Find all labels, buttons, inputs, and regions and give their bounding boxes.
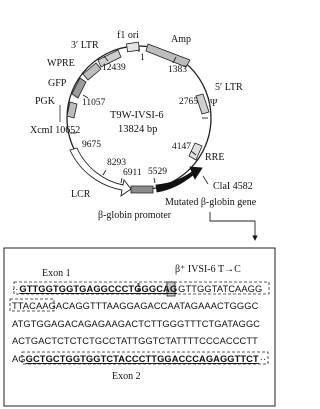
psi-label: Ψ — [210, 98, 218, 109]
plasmid-size: 13824 bp — [118, 124, 158, 135]
seq-line-1 — [12, 284, 262, 294]
xcmi-site-label: XcmI 10652 — [30, 125, 81, 136]
pos-9675: 9675 — [82, 140, 101, 150]
lcr-label: LCR — [71, 189, 91, 200]
beta-globin-promoter-label: β-globin promoter — [98, 210, 172, 221]
f1-ori-box — [127, 42, 140, 52]
seq-l1-a: GTTGG — [178, 284, 212, 294]
gfp-label: GFP — [48, 78, 67, 89]
pgk-label: PGK — [35, 96, 56, 107]
seq-line-3: ATGTGGAGACAGAGAAGACTCTTGGGTTTCTGATAGGC — [12, 319, 261, 329]
beta-globin-promoter-box — [131, 186, 153, 193]
pos-5529: 5529 — [148, 167, 167, 177]
sequence-panel — [4, 248, 275, 406]
wpre-label: WPRE — [47, 58, 75, 69]
amp-arrow — [146, 44, 190, 67]
ltr5-label: 5′ LTR — [215, 82, 243, 93]
clai-site-label: ClaI 4582 — [213, 181, 253, 192]
seq-l5-a: AG — [12, 354, 26, 364]
exon2-label: Exon 2 — [112, 371, 141, 382]
pos-12439: 12439 — [102, 63, 126, 73]
seq-line-2 — [12, 301, 259, 311]
pos-2765: 2765 — [179, 97, 198, 107]
mutated-gene-label: Mutated β-globin gene — [165, 197, 257, 208]
exon1-label: Exon 1 — [42, 268, 71, 279]
pos-4147: 4147 — [172, 142, 191, 152]
seq-line-5 — [12, 354, 266, 364]
pos-1: 1 — [140, 53, 145, 63]
ltr3-label: 3′ LTR — [71, 40, 99, 51]
seq-l5-exon: GCTGCTGGTGGTCTACCCTTGGACCCAGAGGTTCT — [25, 354, 259, 364]
rre-label: RRE — [205, 152, 225, 163]
plasmid-map — [30, 30, 257, 240]
pos-8293: 8293 — [107, 158, 126, 168]
amp-label: Amp — [171, 34, 191, 45]
seq-line-4: ACTGACTCTCTCTGCCTATTGGTCTATTTTCCCACCCTT — [12, 336, 258, 346]
plasmid-name: T9W-IVSI-6 — [110, 110, 164, 121]
pos-11057: 11057 — [82, 98, 106, 108]
seq-l1-mut: T — [211, 284, 217, 294]
seq-l2-b: ACAGGTTTAAGGAGACCAATAGAAACTGGGC — [55, 301, 259, 311]
pos-1383: 1383 — [168, 65, 187, 75]
seq-l1-dots: ·· — [12, 284, 19, 294]
seq-l5-dots: ·· — [259, 354, 267, 364]
pos-6911: 6911 — [123, 168, 142, 178]
seq-l2-a: TTACAAG — [12, 301, 56, 311]
zoom-connector — [210, 212, 255, 240]
mutation-label: β⁺ IVSI-6 T→C — [175, 264, 241, 275]
seq-l1-exon: GTTGGTGGTGAGGCCCTGGGCAG — [19, 284, 178, 294]
wpre-box — [83, 63, 101, 80]
seq-l1-b: ATCAAGG — [216, 284, 263, 294]
f1-ori-label: f1 ori — [117, 30, 139, 41]
